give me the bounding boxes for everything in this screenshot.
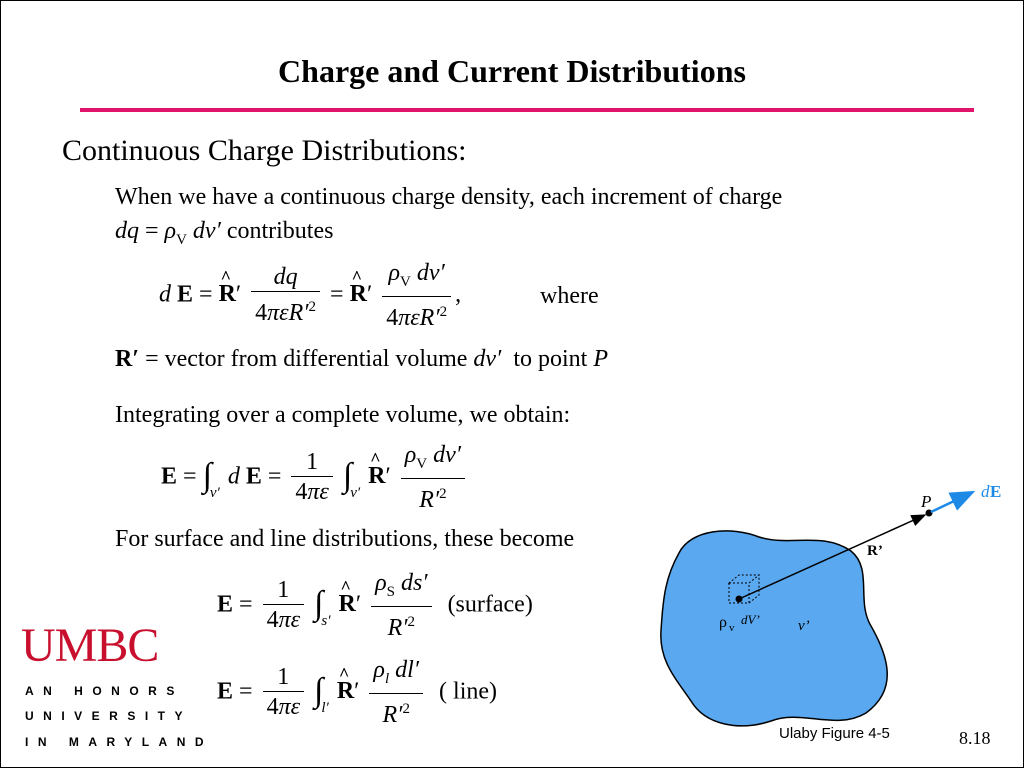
charge-volume-figure [651,481,1023,736]
line-tag: ( line) [439,678,498,705]
contributes-text: contributes [226,218,334,244]
rprime-definition: R′ = vector from differential volume dv′ to point P [115,346,608,372]
label-P: P [921,492,932,511]
logo-line-2: UNIVERSITY [25,709,193,723]
slide-title: Charge and Current Distributions [278,53,746,89]
label-R-prime: R’ [867,543,883,559]
point-label: P [593,346,608,372]
equation-volume: $E = \int_{v'}$ d E = $\frac{1}{4\pi\varepsilon}$ $\int_{v'}$ ^ R′ $\frac{\rho_V dv'}{R'^2}$ [161,441,469,515]
equation-line: E = $\frac{1}{4\pi\varepsilon}$ $\int_{l'}$ ^ R′ $\frac{\rho_l dl'}{R'^2}$ ( line) [217,656,497,730]
umbc-logo: UMBC [21,619,159,672]
label-v-prime: v’ [798,618,810,634]
rprime-text: = vector from differential volume [145,346,468,372]
surface-line-text: For surface and line distributions, these become [115,526,575,552]
equation-surface: E = $\frac{1}{4\pi\varepsilon}$ $\int_{s'}$ ^ R′ $\frac{\rho_S ds'}{R'^2}$ (surface) [217,569,533,643]
dq-definition: dq = $\rho_V$ dv′ contributes [115,218,334,248]
equation-dE: d E = ^ R′ $\frac{dq}{4\pi\varepsilon R'^2}$ = ^ R′ $\frac{\rho_V dv'}{4\pi\varepsilon R'^2}$ , [159,259,461,333]
section-heading: Continuous Charge Distributions: [62,134,467,167]
volume-blob [661,531,887,726]
page-number: 8.18 [959,728,991,748]
title-underline [80,108,974,112]
dE-vector [931,492,973,512]
surface-tag: (surface) [447,591,533,618]
label-rho: ρ [719,614,727,631]
label-rho-sub: v [729,622,735,634]
label-dv: dV’ [741,612,760,627]
label-dE-E: E [990,482,1002,501]
integrating-text: Integrating over a complete volume, we obtain: [115,402,571,428]
where-label: where [540,283,599,309]
label-dE-d: d [981,482,990,501]
intro-text: When we have a continuous charge density, each increment of charge [115,184,783,210]
logo-line-3: IN MARYLAND [25,735,214,749]
figure-credit: Ulaby Figure 4-5 [779,725,890,742]
logo-line-1: AN HONORS [25,684,184,698]
to-point-text: to point [513,346,588,372]
